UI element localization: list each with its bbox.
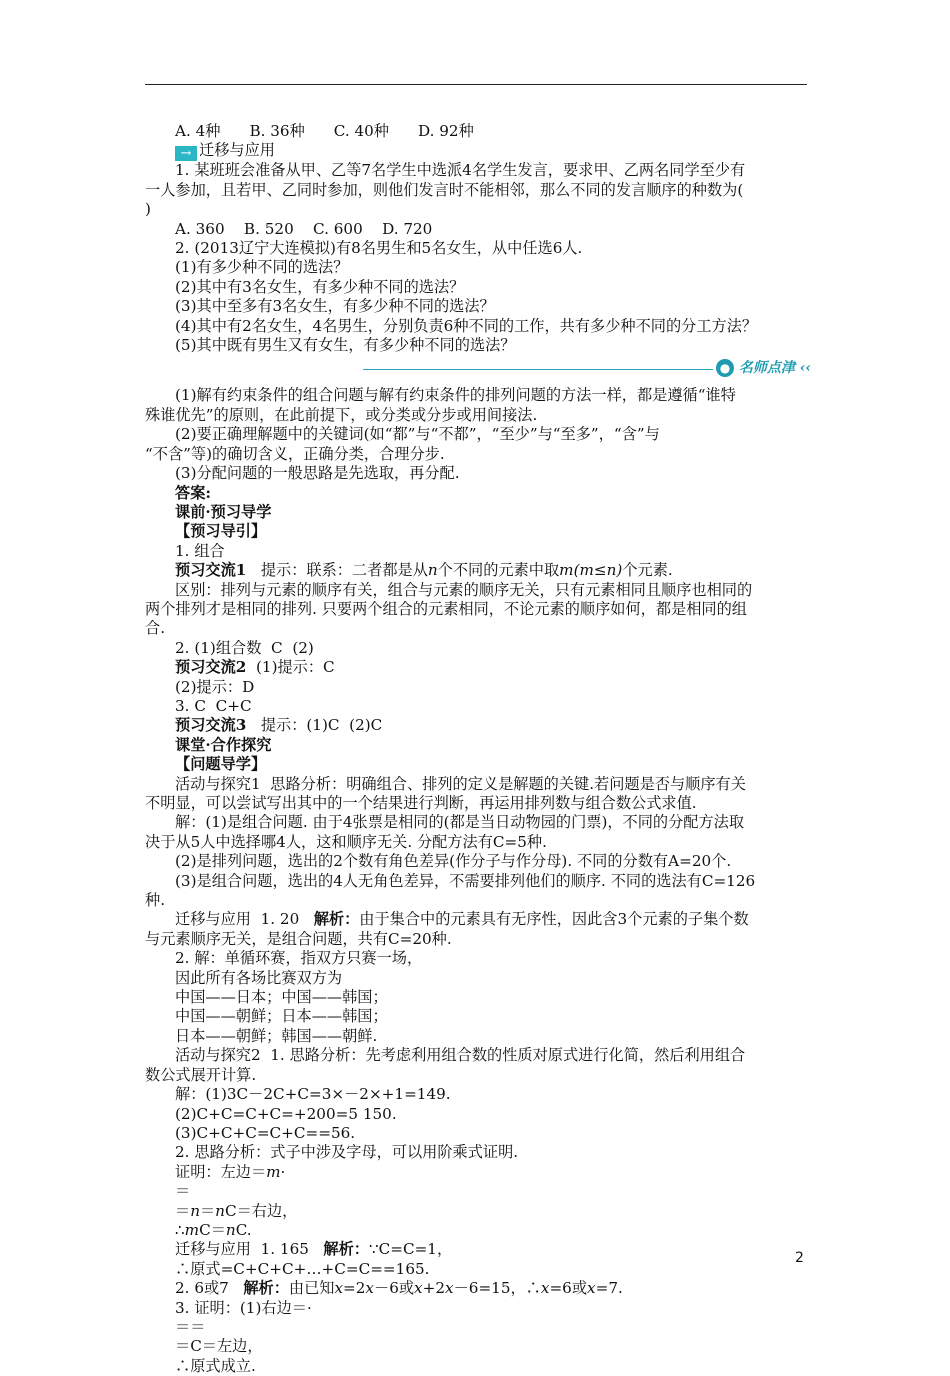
- activity-1-line-1: 活动与探究1 思路分析：明确组合、排列的定义是解题的关键.若问题是否与顺序有关: [175, 774, 746, 793]
- transfer-3-item-3: 3. 证明：(1)右边＝·: [175, 1298, 312, 1317]
- preview-exchange-3: 预习交流3 提示：(1)C (2)C: [175, 716, 383, 735]
- solution-1-line-1: 解：(1)是组合问题. 由于4张票是相同的(都是当日动物园的门票)，不同的分配方法取: [175, 813, 745, 832]
- activity-2-part-2: 2. 思路分析：式子中涉及字母，可以用阶乘式证明.: [175, 1143, 519, 1162]
- document-body: [145, 122, 813, 1376]
- tip-1-line-2: 殊谁优先”的原则，在此前提下，或分类或分步或用间接法.: [145, 405, 538, 424]
- hint-2-2: (2)提示：D: [175, 677, 255, 696]
- question-1-options: A. 360 B. 520 C. 600 D. 720: [175, 219, 433, 238]
- tips-banner: [145, 358, 813, 380]
- transfer-2-line-2: 因此所有各场比赛双方为: [175, 968, 343, 987]
- match-line-3: 日本——朝鲜；韩国——朝鲜.: [175, 1026, 378, 1045]
- section-pre-class: 课前·预习导学: [175, 502, 272, 521]
- page-number: 2: [795, 1250, 804, 1266]
- transfer-3-item-3-step-3: ＝C＝左边，: [175, 1337, 263, 1356]
- transfer-3-item-3-step-2: ＝＝: [175, 1317, 206, 1336]
- transfer-1-line-1: 迁移与应用 1. 20 解析：由于集合中的元素具有无序性，因此含3个元素的子集个数: [175, 910, 749, 929]
- answer-1: 1. 组合: [175, 541, 225, 560]
- banner-line: [363, 369, 713, 370]
- transfer-3-line-2: ∴原式=C+C+C+…+C=C==165.: [175, 1259, 430, 1278]
- tip-1-line-1: (1)解有约束条件的组合问题与解有约束条件的排列问题的方法一样，都是遵循“谁特: [175, 386, 736, 405]
- activity-2-line-2: 数公式展开计算.: [145, 1065, 257, 1084]
- transfer-3-line-1: 迁移与应用 1. 165 解析：∵C=C=1，: [175, 1240, 453, 1259]
- solution-3-line-1: (3)是组合问题，选出的4人无角色差异，不需要排列他们的顺序. 不同的选法有C=126: [175, 871, 756, 890]
- transfer-3-item-3-conclusion: ∴原式成立.: [175, 1356, 256, 1375]
- subsection-preview-guide: 【预习导引】: [175, 522, 267, 541]
- question-2-part-4: (4)其中有2名女生，4名男生，分别负责6种不同的工作，共有多少种不同的分工方法？: [175, 316, 758, 335]
- calc-2: (2)C+C=C+C=+200=5 150.: [175, 1104, 397, 1123]
- solution-1-line-2: 决于从5人中选择哪4人，这和顺序无关. 分配方法有C=5种.: [145, 832, 547, 851]
- activity-1-line-2: 不明显，可以尝试写出其中的一个结果进行判断，再运用排列数与组合数公式求值.: [145, 794, 697, 812]
- subsection-problem-guide: 【问题导学】: [175, 755, 267, 774]
- match-line-2: 中国——朝鲜；日本——韩国；: [175, 1007, 388, 1026]
- proof-line-3: ＝n＝nC＝右边，: [175, 1201, 298, 1220]
- preview-exchange-2: 预习交流2 (1)提示：C: [175, 658, 335, 677]
- banner-title: ● 名师点津 ‹‹: [716, 359, 811, 378]
- section-in-class: 课堂·合作探究: [175, 735, 272, 754]
- tip-3: (3)分配问题的一般思路是先选取，再分配.: [175, 464, 460, 483]
- question-2: 2. (2013辽宁大连模拟)有8名男生和5名女生，从中任选6人.: [175, 239, 583, 258]
- question-2-part-3: (3)其中至多有3名女生，有多少种不同的选法？: [175, 297, 495, 316]
- solution-2: (2)是排列问题，选出的2个数有角色差异(作分子与作分母). 不同的分数有A=20个.: [175, 852, 732, 871]
- calc-1: 解：(1)3C－2C+C=3×－2×+1=149.: [175, 1085, 451, 1104]
- question-1-line-3: ): [145, 200, 151, 219]
- question-2-part-2: (2)其中有3名女生，有多少种不同的选法？: [175, 277, 465, 296]
- header-rule: [145, 84, 807, 85]
- proof-line-2: ＝: [175, 1182, 191, 1201]
- transfer-2-line-1: 2. 解：单循环赛，指双方只赛一场，: [175, 949, 423, 968]
- question-1-line-1: 1. 某班班会准备从甲、乙等7名学生中选派4名学生发言，要求甲、乙两名同学至少有: [175, 161, 746, 180]
- difference-line-3: 合.: [145, 619, 166, 638]
- transfer-3-item-2: 2. 6或7 解析：由已知x=2x－6或x+2x－6=15，∴x=6或x=7.: [175, 1279, 623, 1298]
- section-heading-transfer: → 迁移与应用: [145, 141, 813, 161]
- answer-2: 2. (1)组合数 C (2): [175, 638, 314, 657]
- match-line-1: 中国——日本；中国——韩国；: [175, 988, 388, 1007]
- activity-2-line-1: 活动与探究2 1. 思路分析：先考虑利用组合数的性质对原式进行化简，然后利用组合: [175, 1046, 746, 1065]
- question-2-part-5: (5)其中既有男生又有女生，有多少种不同的选法？: [175, 336, 516, 355]
- question-1-line-2: 一人参加，且若甲、乙同时参加，则他们发言时不能相邻，那么不同的发言顺序的种数为(: [145, 180, 744, 199]
- calc-3: (3)C+C+C=C+C==56.: [175, 1123, 356, 1142]
- tip-2-line-2: “不含”等)的确切含义，正确分类，合理分步.: [145, 444, 445, 463]
- difference-line-1: 区别：排列与元素的顺序有关，组合与元素的顺序无关，只有元素相同且顺序也相同的: [175, 580, 753, 599]
- solution-3-line-2: 种.: [145, 891, 166, 910]
- banner-circle-icon: ●: [716, 359, 734, 377]
- answer-3: 3. C C+C: [175, 696, 252, 715]
- question-2-part-1: (1)有多少种不同的选法？: [175, 258, 349, 277]
- preview-exchange-1: 预习交流1 提示：联系：二者都是从n个不同的元素中取m(m≤n)个元素.: [175, 561, 673, 580]
- proof-line-1: 证明：左边＝m·: [175, 1162, 286, 1181]
- answer-heading: 答案:: [175, 483, 211, 502]
- options-line: A. 4种 B. 36种 C. 40种 D. 92种: [175, 122, 474, 140]
- tip-2-line-1: (2)要正确理解题中的关键词(如“都”与“不都”，“至少”与“至多”，“含”与: [175, 425, 660, 444]
- difference-line-2: 两个排列才是相同的排列. 只要两个组合的元素相同，不论元素的顺序如何，都是相同的组: [145, 599, 747, 618]
- transfer-1-line-2: 与元素顺序无关，是组合问题，共有C=20种.: [145, 929, 452, 948]
- proof-conclusion: ∴mC＝nC.: [175, 1220, 252, 1239]
- arrow-icon: →: [175, 146, 197, 161]
